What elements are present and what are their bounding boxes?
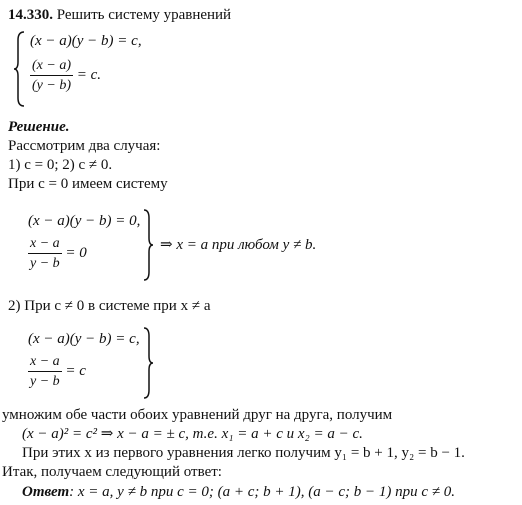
solution-line-7: При этих x из первого уравнения легко получим y₁ = b + 1, y₂ = b − 1. <box>22 445 465 461</box>
solution-line-8: Итак, получаем следующий ответ: <box>2 464 222 480</box>
answer-line <box>22 483 455 501</box>
fraction-bar <box>28 253 62 254</box>
solution-line-3: При c = 0 имеем систему <box>8 176 168 192</box>
fraction-rhs: = 0 <box>65 244 87 261</box>
case2-brace <box>142 326 154 400</box>
fraction-bar <box>30 75 73 76</box>
system-equation-2 <box>30 58 101 93</box>
problem-statement: Решить систему уравнений <box>56 7 232 23</box>
fraction-denominator: (y − b) <box>32 78 71 93</box>
solution-line-2: 1) c = 0; 2) c ≠ 0. <box>8 157 113 173</box>
fraction-denominator: y − b <box>30 374 60 389</box>
solution-line-6: (x − a)² = c² ⇒ x − a = ± c, т.е. x₁ = a + c и x₂ = a − c. <box>22 426 363 442</box>
case1-equation-1: (x − a)(y − b) = 0, <box>28 213 141 229</box>
case1-brace <box>142 208 154 282</box>
fraction-rhs: = c. <box>76 66 102 83</box>
solution-line-1: Рассмотрим два случая: <box>8 138 161 154</box>
fraction-bar <box>28 371 62 372</box>
answer-label: Ответ <box>22 484 70 500</box>
solution-line-4: 2) При c ≠ 0 в системе при x ≠ a <box>8 298 211 314</box>
fraction-numerator: (x − a) <box>32 58 71 73</box>
problem-number: 14.330. <box>8 7 53 23</box>
system-fraction <box>30 58 73 93</box>
case2-equation-1: (x − a)(y − b) = c, <box>28 331 140 347</box>
solution-line-5: умножим обе части обоих уравнений друг на друга, получим <box>2 407 393 423</box>
case1-fraction <box>28 236 62 271</box>
system-brace <box>12 30 26 108</box>
case1-equation-2 <box>28 236 87 271</box>
problem-header <box>8 6 231 24</box>
case2-fraction <box>28 354 62 389</box>
solution-heading: Решение. <box>8 119 70 135</box>
fraction-numerator: x − a <box>30 236 60 251</box>
answer-text: : x = a, y ≠ b при c = 0; (a + c; b + 1), (a − c; b − 1) при c ≠ 0. <box>69 484 456 500</box>
fraction-denominator: y − b <box>30 256 60 271</box>
case2-equation-2 <box>28 354 86 389</box>
fraction-rhs: = c <box>65 362 86 379</box>
case1-result: ⇒ x = a при любом y ≠ b. <box>160 237 317 253</box>
system-equation-1: (x − a)(y − b) = c, <box>30 33 142 49</box>
fraction-numerator: x − a <box>30 354 60 369</box>
